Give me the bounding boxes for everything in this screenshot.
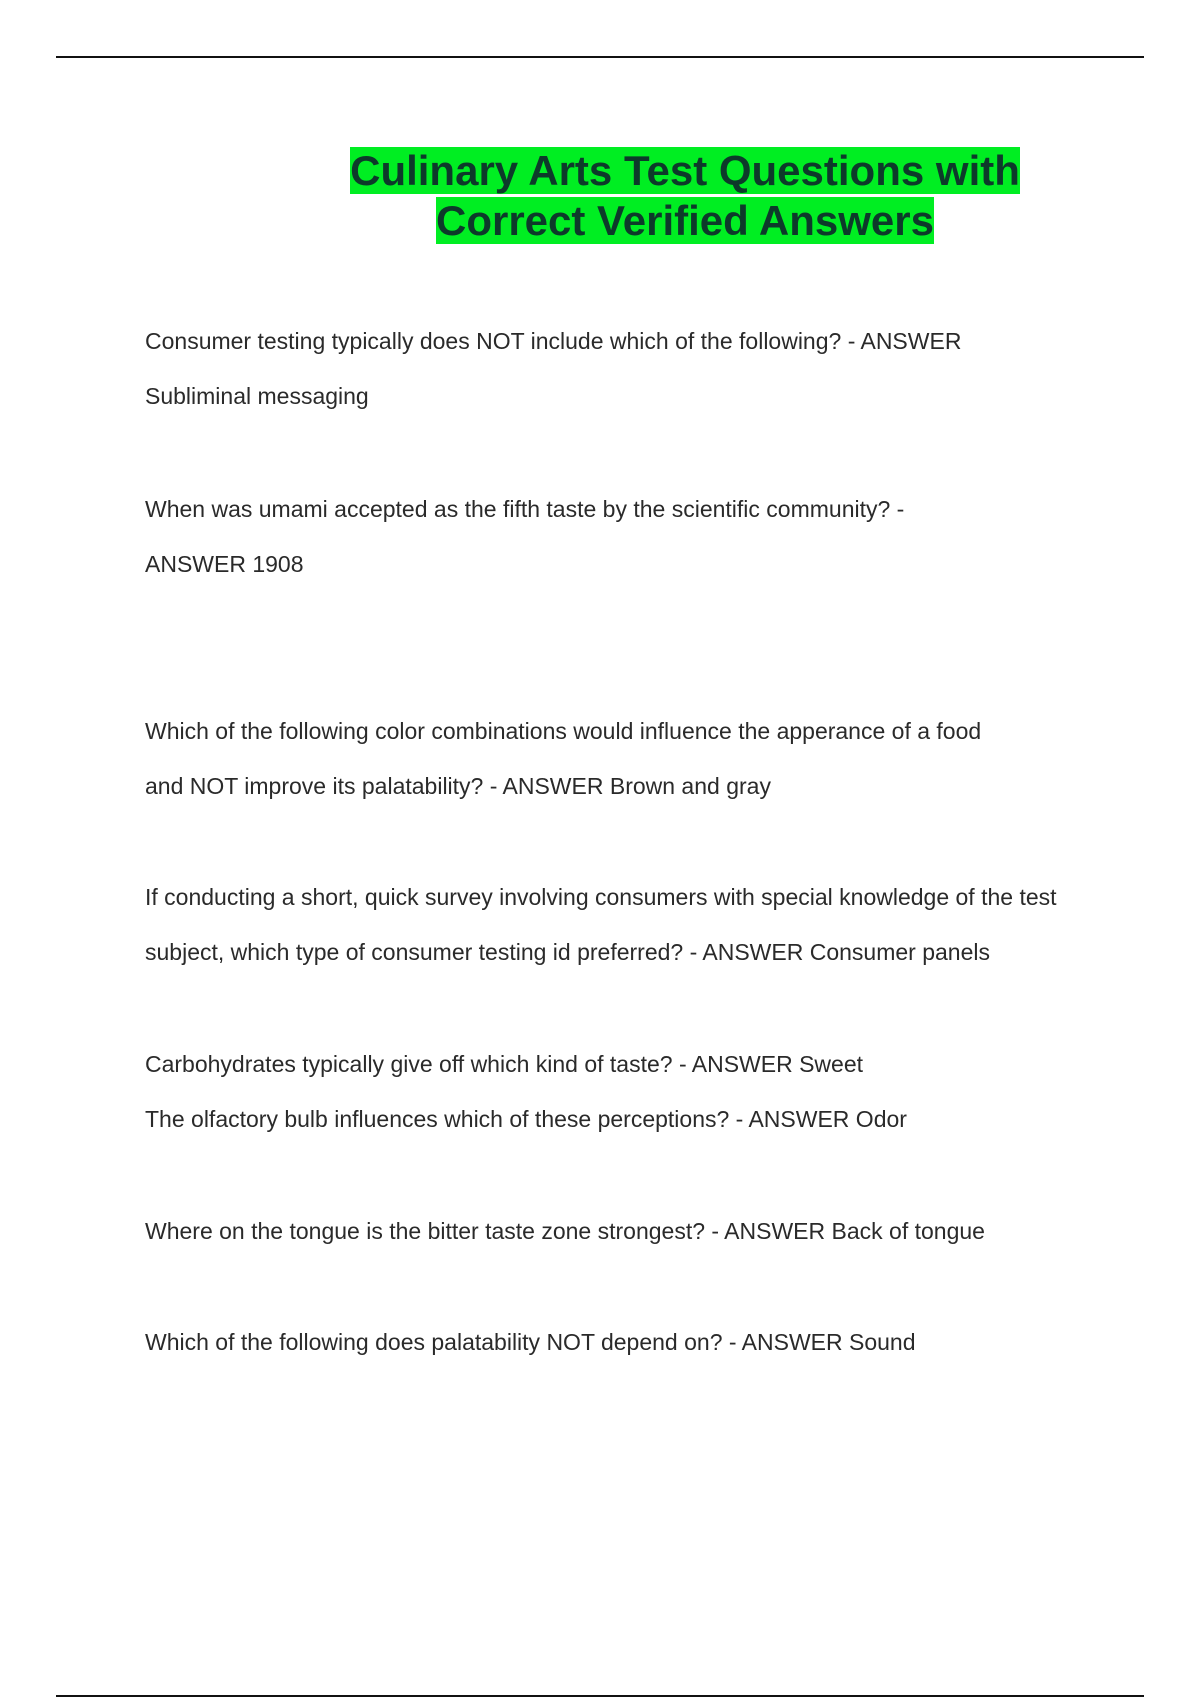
- qa-item-5-line-1: Carbohydrates typically give off which kind of taste? - ANSWER Sweet: [145, 1051, 864, 1077]
- qa-item-3-line-1: Which of the following color combinations would influence the apperance of a food: [145, 718, 982, 744]
- qa-item-1-line-2: Subliminal messaging: [145, 383, 369, 409]
- qa-item-3: [145, 704, 1085, 814]
- qa-item-1: [145, 314, 1085, 424]
- qa-item-2: [145, 482, 1085, 592]
- qa-item-1-line-1: Consumer testing typically does NOT include which of the following? - ANSWER: [145, 328, 962, 354]
- bottom-rule: [56, 1695, 1144, 1697]
- title-line-1: Culinary Arts Test Questions with: [350, 147, 1020, 194]
- qa-item-3-line-2: and NOT improve its palatability? - ANSWER Brown and gray: [145, 773, 771, 799]
- qa-item-4-line-2: subject, which type of consumer testing id preferred? - ANSWER Consumer panels: [145, 939, 990, 965]
- qa-item-2-line-1: When was umami accepted as the fifth taste by the scientific community? -: [145, 496, 905, 522]
- qa-item-7-line-1: Which of the following does palatability NOT depend on? - ANSWER Sound: [145, 1329, 916, 1355]
- title-line-2: Correct Verified Answers: [436, 197, 934, 244]
- document-title: [330, 146, 1040, 246]
- qa-item-2-line-2: ANSWER 1908: [145, 551, 304, 577]
- qa-item-5-line-2: The olfactory bulb influences which of these perceptions? - ANSWER Odor: [145, 1106, 907, 1132]
- qa-item-7: [145, 1315, 1085, 1370]
- qa-item-5: [145, 1037, 1085, 1147]
- qa-item-4-line-1: If conducting a short, quick survey involving consumers with special knowledge of the test: [145, 884, 1057, 910]
- qa-item-6-line-1: Where on the tongue is the bitter taste zone strongest? - ANSWER Back of tongue: [145, 1218, 985, 1244]
- qa-item-4: [145, 870, 1085, 980]
- qa-item-6: [145, 1204, 1085, 1259]
- top-rule: [56, 56, 1144, 58]
